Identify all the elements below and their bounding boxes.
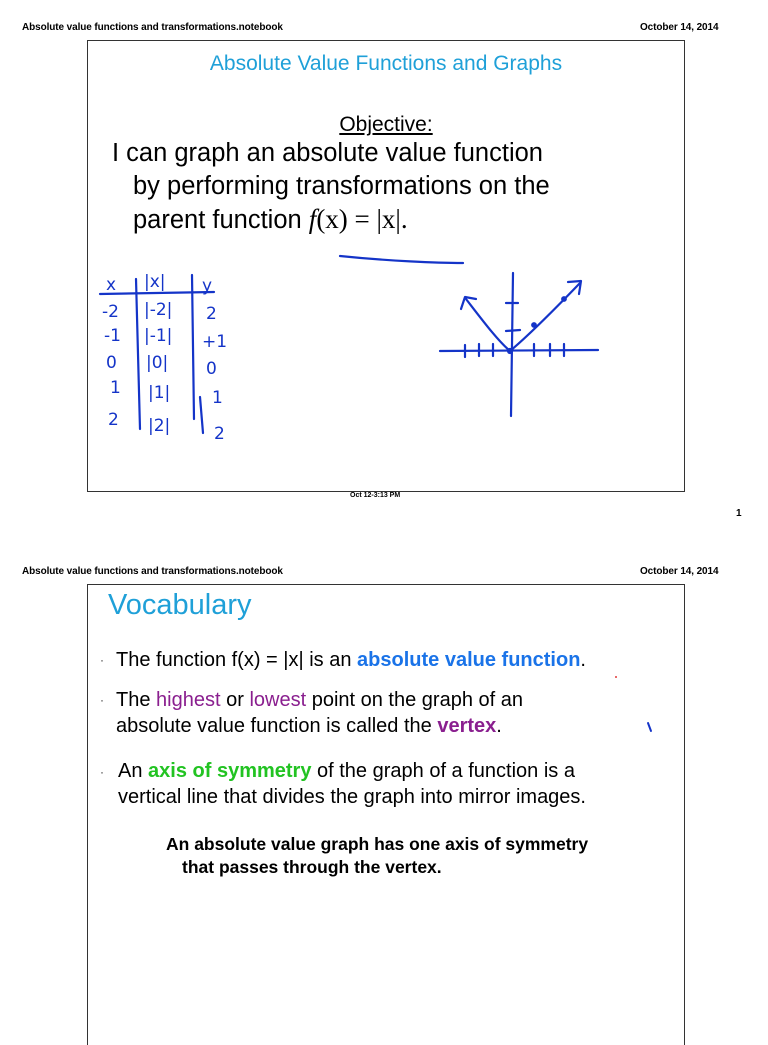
objective-line-2: by performing transformations on the: [133, 172, 550, 200]
table-cell: 2: [206, 304, 217, 324]
bullet-dot: ·: [100, 693, 104, 707]
formula-f: f: [308, 204, 317, 234]
formula-rest: = |x|.: [347, 204, 408, 234]
table-cell: 0: [106, 353, 117, 373]
term-highest: highest: [156, 689, 221, 711]
objective-line-1: I can graph an absolute value function: [112, 139, 543, 167]
table-header-rule: [100, 292, 214, 294]
axis-note: An absolute value graph has one axis of symmetry that passes through the vertex.: [166, 834, 589, 877]
notebook-header-date: October 14, 2014: [640, 22, 719, 33]
objective-label: Objective:: [339, 113, 433, 136]
notebook-header-title: Absolute value functions and transformations.notebook: [22, 22, 283, 33]
table-divider-3: [200, 397, 203, 433]
bullet-dot: ·: [100, 765, 104, 779]
table-cell: 0: [206, 359, 217, 379]
page-number: 1: [736, 508, 742, 519]
objective-line-3: parent function f(x) = |x|.: [133, 204, 408, 234]
table-cell: 1: [212, 388, 223, 408]
handwritten-table: [102, 272, 227, 444]
table-cell: |-1|: [144, 326, 173, 346]
graph-x-axis: [440, 350, 598, 351]
slide-1: [87, 40, 685, 492]
vocabulary-title: Vocabulary: [108, 589, 252, 621]
bullet-dot: ·: [100, 653, 104, 667]
term-vertex: vertex: [437, 715, 497, 737]
table-cell: +1: [202, 332, 228, 352]
table-header: y: [202, 276, 213, 296]
slide-title: Absolute Value Functions and Graphs: [209, 52, 563, 75]
table-cell: |2|: [148, 416, 171, 436]
term-lowest: lowest: [249, 689, 307, 711]
table-header: |x|: [144, 272, 166, 292]
table-cell: 1: [110, 378, 121, 398]
graph-y-axis: [511, 273, 513, 416]
slide-timestamp: Oct 12-3:13 PM: [350, 492, 401, 499]
notebook-header-date-2: October 14, 2014: [640, 566, 719, 577]
table-cell: |-2|: [144, 300, 173, 320]
table-header: x: [106, 275, 117, 295]
table-cell: 2: [214, 424, 225, 444]
definition-absolute-value-function: The function f(x) = |x| is an absolute value function.: [116, 649, 586, 671]
table-cell: |0|: [146, 353, 169, 373]
definition-vertex: The highest or lowest point on the graph of an absolute value function is called the vertex.: [116, 689, 523, 737]
table-divider-2: [192, 275, 194, 419]
slide-2: [87, 584, 685, 1045]
formula-x: (x): [316, 204, 348, 234]
term-axis-of-symmetry: axis of symmetry: [148, 760, 312, 782]
table-cell: |1|: [148, 383, 171, 403]
term-absolute-value-function: absolute value function: [357, 649, 581, 671]
table-cell: -2: [102, 302, 119, 322]
table-cell: -1: [104, 326, 121, 346]
table-divider-1: [136, 279, 140, 429]
stray-marks: [88, 585, 684, 1045]
notebook-header-title-2: Absolute value functions and transformations.notebook: [22, 566, 283, 577]
abs-graph: [466, 283, 580, 351]
table-cell: 2: [108, 410, 119, 430]
definition-axis-of-symmetry: An axis of symmetry of the graph of a function is a vertical line that divides the graph into mirror images.: [118, 760, 586, 808]
handwritten-annotations: [88, 41, 684, 491]
formula-underline: [340, 256, 463, 263]
